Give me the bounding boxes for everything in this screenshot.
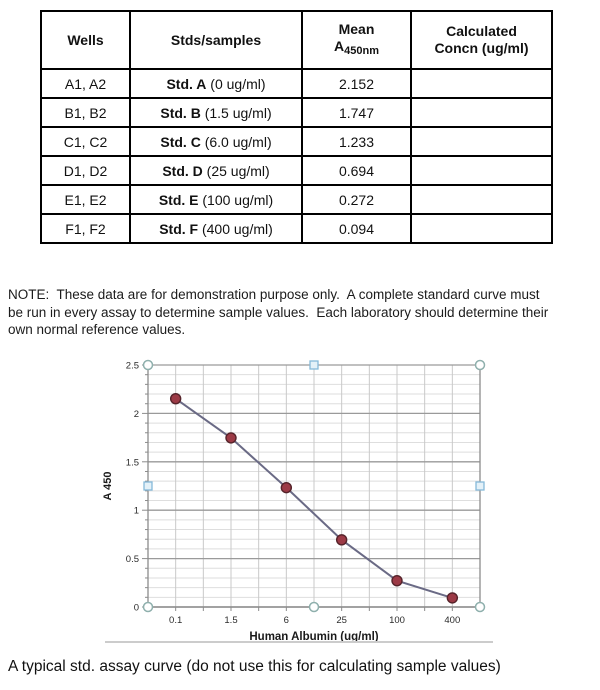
- data-point: [226, 433, 236, 443]
- selection-handle[interactable]: [476, 482, 484, 490]
- std-name: Std. D: [162, 162, 203, 179]
- col-header-wells: Wells: [41, 11, 130, 69]
- mean-line1: Mean: [338, 20, 375, 37]
- calc-cell: [411, 127, 552, 156]
- y-tick-label: 1: [133, 505, 139, 517]
- standard-curve-chart[interactable]: [95, 350, 505, 652]
- selection-handle[interactable]: [144, 361, 153, 370]
- vertical-gridlines: [176, 365, 453, 607]
- x-tick-label: 400: [444, 615, 461, 626]
- data-point: [447, 593, 457, 603]
- x-tick-label: 100: [389, 615, 405, 626]
- std-cell: [130, 69, 302, 98]
- y-tick-label: 0: [133, 602, 139, 614]
- y-tick-label: 1.5: [125, 457, 139, 469]
- wells-cell: A1, A2: [41, 69, 130, 98]
- table-row: [41, 127, 552, 156]
- std-name: Std. F: [159, 220, 199, 237]
- figure-caption: A typical std. assay curve (do not use this for calculating sample values): [8, 658, 501, 675]
- standard-curve-plot: [95, 350, 505, 652]
- std-cell: [130, 214, 302, 243]
- wells-cell: F1, F2: [41, 214, 130, 243]
- std-name: Std. E: [158, 191, 199, 208]
- mean-cell: 0.272: [302, 185, 411, 214]
- wells-cell: C1, C2: [41, 127, 130, 156]
- std-conc: (1.5 ug/ml): [200, 104, 272, 121]
- data-point: [171, 394, 181, 404]
- data-point: [337, 535, 347, 545]
- data-point: [392, 576, 402, 586]
- table-row: [41, 156, 552, 185]
- calc-cell: [411, 214, 552, 243]
- std-cell: [130, 185, 302, 214]
- mean-cell: 0.694: [302, 156, 411, 185]
- y-tick-label: 2.5: [125, 360, 139, 372]
- wells-cell: E1, E2: [41, 185, 130, 214]
- standards-table: [40, 10, 553, 244]
- table-row: [41, 98, 552, 127]
- calc-cell: [411, 98, 552, 127]
- std-cell: [130, 127, 302, 156]
- table-row: [41, 185, 552, 214]
- col-header-mean: [302, 11, 411, 69]
- std-conc: (0 ug/ml): [206, 75, 266, 92]
- selection-handle[interactable]: [476, 361, 485, 370]
- selection-handle[interactable]: [476, 603, 485, 612]
- wells-cell: B1, B2: [41, 98, 130, 127]
- calc-line1: Calculated: [446, 23, 517, 39]
- std-conc: (100 ug/ml): [198, 191, 274, 208]
- col-header-stds: Stds/samples: [130, 11, 302, 69]
- std-name: Std. B: [160, 104, 201, 121]
- note-line: own normal reference values.: [8, 322, 186, 337]
- table-header-row: [41, 11, 552, 69]
- mean-cell: 1.233: [302, 127, 411, 156]
- selection-handle[interactable]: [144, 603, 153, 612]
- y-tick-label: 0.5: [125, 554, 139, 566]
- std-cell: [130, 98, 302, 127]
- mean-subscript: 450nm: [344, 44, 379, 57]
- calc-cell: [411, 185, 552, 214]
- mean-cell: 1.747: [302, 98, 411, 127]
- x-tick-label: 0.1: [169, 615, 183, 626]
- selection-handle[interactable]: [310, 361, 318, 369]
- note-line: NOTE: These data are for demonstration purpose only. A complete standard curve must: [8, 287, 540, 302]
- std-cell: [130, 156, 302, 185]
- table-row: [41, 69, 552, 98]
- col-header-calc: [411, 11, 552, 69]
- calc-cell: [411, 156, 552, 185]
- selection-handle[interactable]: [310, 603, 319, 612]
- x-tick-label: 25: [336, 615, 347, 626]
- std-name: Std. C: [160, 133, 201, 150]
- mean-cell: 0.094: [302, 214, 411, 243]
- std-conc: (400 ug/ml): [198, 220, 273, 237]
- std-conc: (6.0 ug/ml): [200, 133, 272, 150]
- x-tick-label: 1.5: [224, 615, 238, 626]
- note-paragraph: [8, 286, 598, 339]
- mean-cell: 2.152: [302, 69, 411, 98]
- data-point: [281, 483, 291, 493]
- x-tick-label: 6: [283, 615, 289, 626]
- note-line: be run in every assay to determine sample values. Each laboratory should determine their: [8, 304, 549, 320]
- table-row: [41, 214, 552, 243]
- y-axis-title: A 450: [102, 471, 114, 501]
- calc-cell: [411, 69, 552, 98]
- std-name: Std. A: [166, 75, 207, 92]
- x-axis-title: Human Albumin (ug/ml): [249, 631, 379, 643]
- mean-a: A: [334, 37, 345, 54]
- selection-handle[interactable]: [144, 482, 152, 490]
- wells-cell: D1, D2: [41, 156, 130, 185]
- calc-line2: Concn (ug/ml): [434, 40, 529, 56]
- y-tick-label: 2: [133, 408, 139, 420]
- std-conc: (25 ug/ml): [202, 162, 270, 179]
